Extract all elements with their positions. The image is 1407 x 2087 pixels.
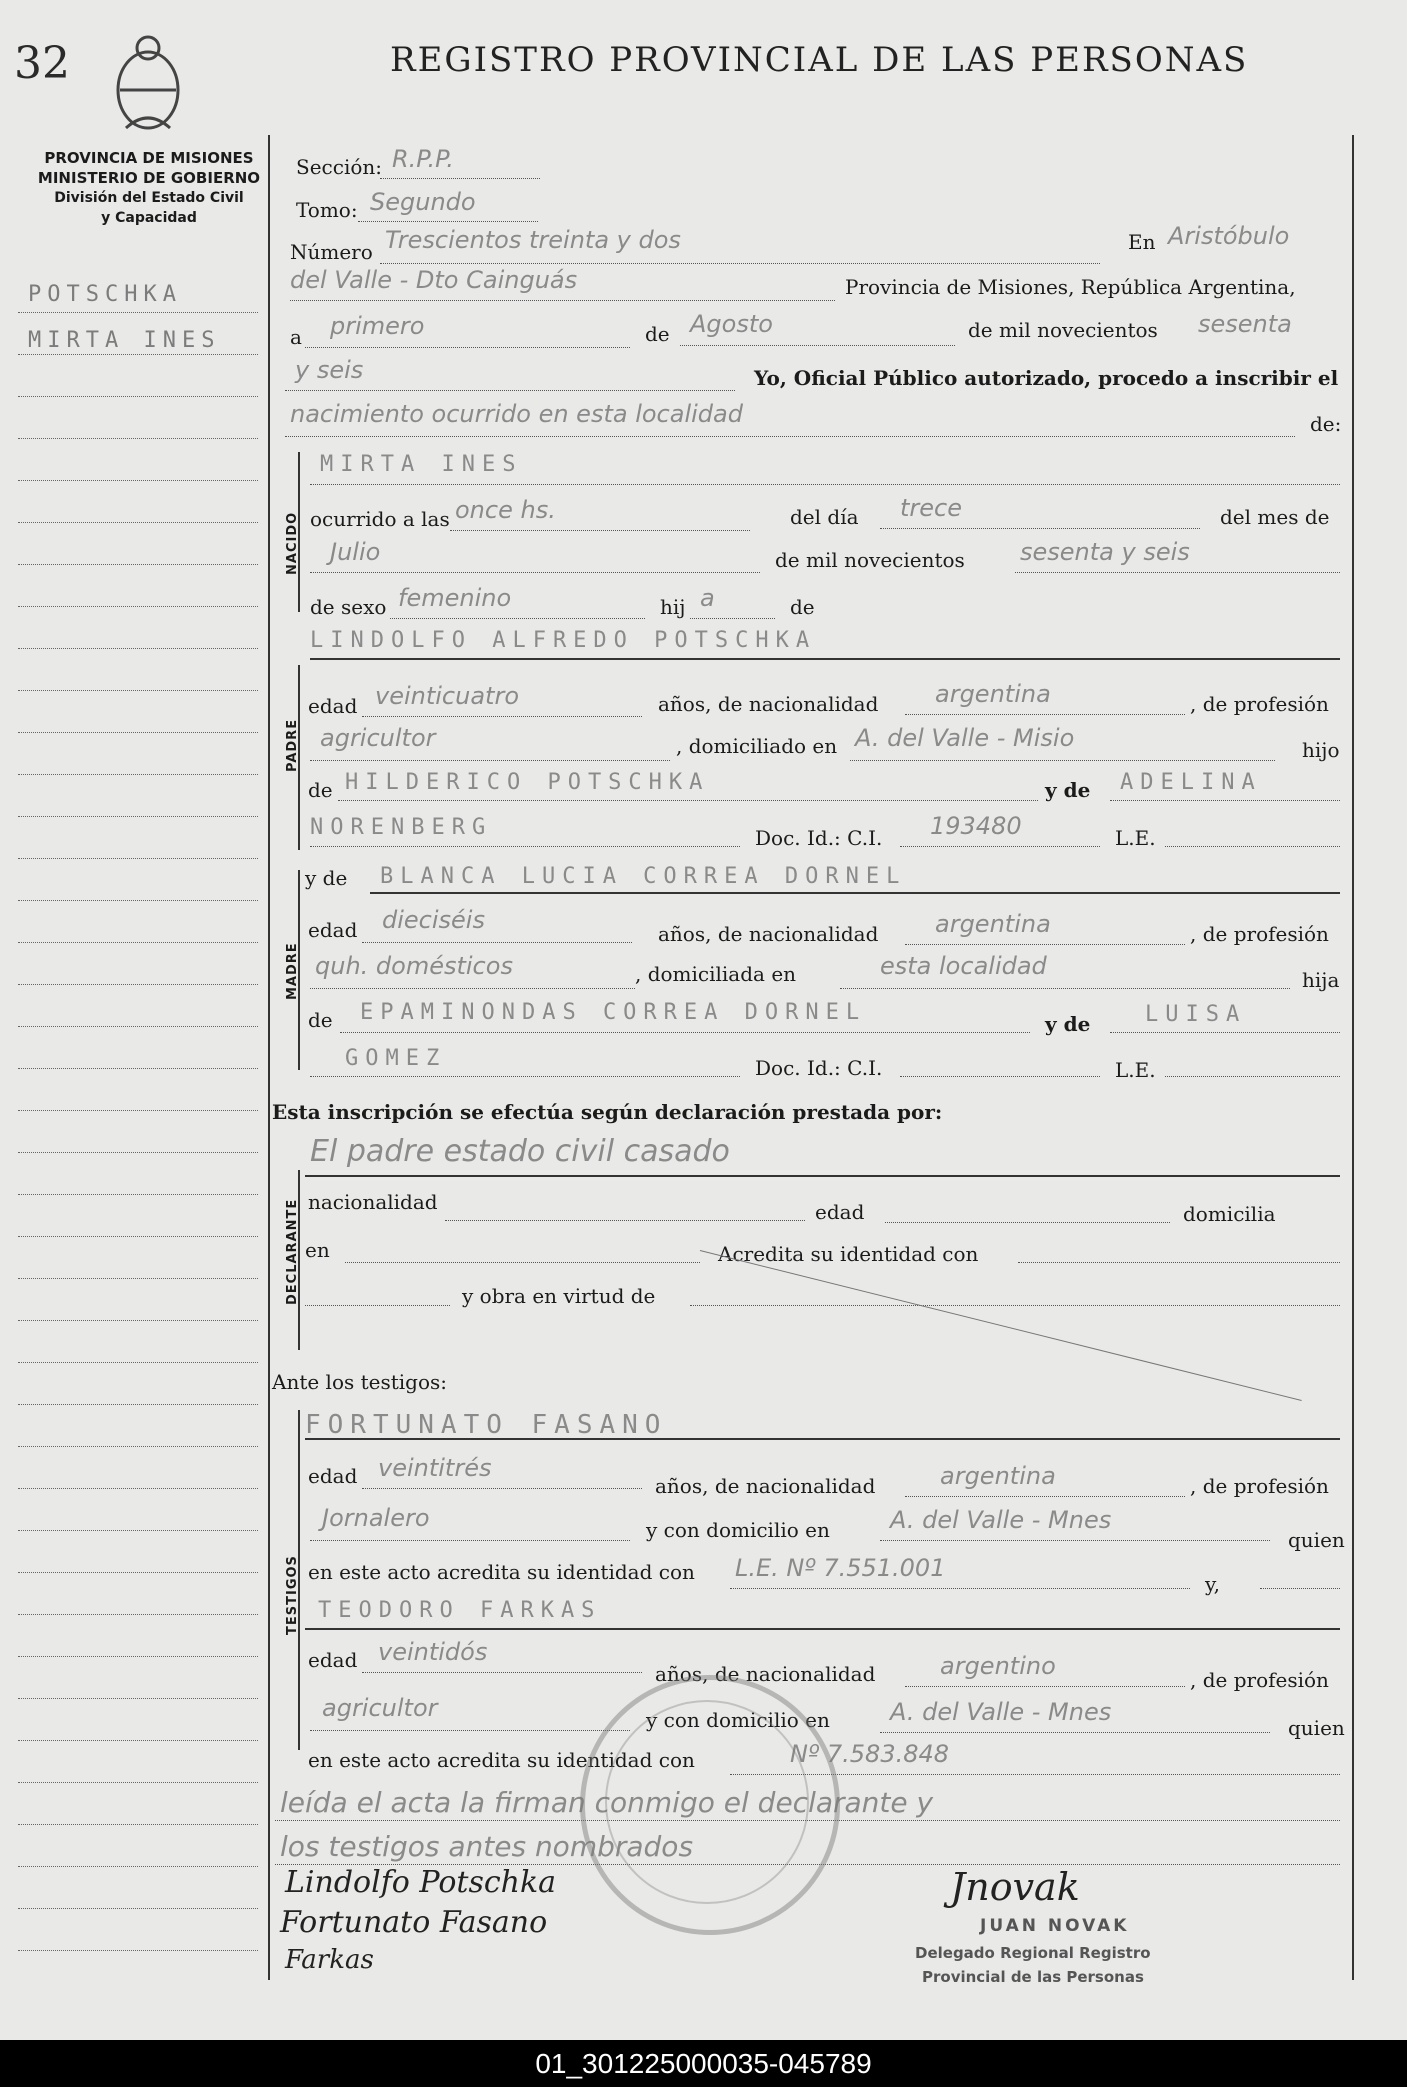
dia-line <box>305 347 630 348</box>
signature-oficial: Jnovak <box>950 1865 1080 1909</box>
padre-nac-label: años, de nacionalidad <box>658 692 879 716</box>
margin-rule-line <box>18 1740 258 1741</box>
madre-le-line <box>1165 1076 1340 1077</box>
oficial-title-2: Provincial de las Personas <box>922 1968 1144 1986</box>
cierre-text-2: los testigos antes nombrados <box>280 1830 694 1863</box>
anio-value-2: y seis <box>295 356 364 384</box>
t2-nac-line <box>905 1686 1185 1687</box>
oficial-statement: Yo, Oficial Público autorizado, procedo a inscribir el <box>754 366 1339 390</box>
signature-declarante: Lindolfo Potschka <box>285 1865 557 1900</box>
document-title: REGISTRO PROVINCIAL DE LAS PERSONAS <box>390 40 1249 80</box>
t2-dom-line <box>880 1732 1270 1733</box>
t1-acredita-label: en este acto acredita su identidad con <box>308 1560 695 1584</box>
en-label: En <box>1128 230 1156 254</box>
madre-prof-label: , de profesión <box>1190 922 1329 946</box>
declarante-text: El padre estado civil casado <box>310 1134 730 1169</box>
t1-quien-label: quien <box>1288 1528 1345 1552</box>
padre-doc-label: Doc. Id.: C.I. <box>755 826 883 850</box>
lugar-value-2: del Valle - Dto Cainguás <box>290 266 578 294</box>
padre-madre-line <box>1110 800 1340 801</box>
declarante-dom-label: domicilia <box>1183 1202 1276 1226</box>
oficial-name: JUAN NOVAK <box>980 1916 1130 1936</box>
margin-rule-line <box>18 1908 258 1909</box>
t1-doc-value: L.E. Nº 7.551.001 <box>735 1554 946 1582</box>
margin-rule-line <box>18 354 258 355</box>
padre-doc-value: 193480 <box>930 812 1022 840</box>
margin-rule-line <box>18 648 258 649</box>
de-colon-label: de: <box>1310 412 1342 436</box>
padre-madre-value-2: NORENBERG <box>310 815 493 840</box>
padre-prof-value: agricultor <box>320 724 436 752</box>
padre-hijo-label: hijo <box>1302 738 1340 762</box>
t1-y-line <box>1260 1588 1340 1589</box>
declarante-obra-line <box>690 1305 1340 1306</box>
madre-madre-line-2 <box>310 1076 740 1077</box>
t2-prof-value: agricultor <box>322 1694 438 1722</box>
section-label-testigos: TESTIGOS <box>285 1555 300 1635</box>
padre-edad-label: edad <box>308 694 358 718</box>
acto-value: nacimiento ocurrido en esta localidad <box>290 400 743 428</box>
frame-right-rule <box>1352 135 1354 1980</box>
t1-dom-label: y con domicilio en <box>646 1518 830 1542</box>
del-mes-label: del mes de <box>1220 505 1330 529</box>
margin-rule-line <box>18 690 258 691</box>
a-label: a <box>290 325 302 349</box>
margin-rule-line <box>18 942 258 943</box>
hora-line <box>450 530 750 531</box>
anio-value-1: sesenta <box>1198 310 1292 338</box>
madre-prof-value: quh. domésticos <box>315 952 513 980</box>
t1-y-label: y, <box>1205 1572 1220 1596</box>
padre-dom-label: , domiciliado en <box>676 734 838 758</box>
t1-nac-value: argentina <box>940 1462 1056 1490</box>
t1-dom-value: A. del Valle - Mnes <box>890 1506 1112 1534</box>
madre-yde-label: y de <box>305 866 348 890</box>
margin-rule-line <box>18 1866 258 1867</box>
margin-rule-line <box>18 1068 258 1069</box>
provincia-text: Provincia de Misiones, República Argentina, <box>845 275 1296 299</box>
madre-edad-label: edad <box>308 918 358 942</box>
padre-padre-value: HILDERICO POTSCHKA <box>345 770 710 795</box>
padre-dom-line <box>850 760 1275 761</box>
t2-nac-value: argentino <box>940 1652 1056 1680</box>
testigos-intro: Ante los testigos: <box>272 1370 448 1394</box>
margin-rule-line <box>18 1656 258 1657</box>
madre-name-line <box>370 892 1340 894</box>
margin-rule-line <box>18 732 258 733</box>
madre-doc-label: Doc. Id.: C.I. <box>755 1056 883 1080</box>
anio-nac-line <box>1015 572 1340 573</box>
ocurrido-label: ocurrido a las <box>310 507 450 531</box>
t2-edad-line <box>362 1672 642 1673</box>
t1-edad-value: veintitrés <box>378 1454 492 1482</box>
issuing-organization <box>24 148 274 228</box>
t2-quien-label: quien <box>1288 1716 1345 1740</box>
t2-prof-label: , de profesión <box>1190 1668 1329 1692</box>
declarante-acredita-label: Acredita su identidad con <box>718 1242 979 1266</box>
anio-line-2 <box>285 390 735 391</box>
page-number: 32 <box>14 38 70 89</box>
margin-rule-line <box>18 480 258 481</box>
declarante-intro <box>272 1100 942 1124</box>
margin-rule-line <box>18 1614 258 1615</box>
t1-edad-line <box>362 1488 642 1489</box>
official-stamp-inner <box>605 1700 809 1904</box>
margin-rule-line <box>18 1278 258 1279</box>
anio-nac-label: de mil novecientos <box>775 548 965 572</box>
margin-rule-line <box>18 984 258 985</box>
margin-rule-line <box>18 312 258 313</box>
margin-rule-line <box>18 1026 258 1027</box>
signature-testigo-2: Farkas <box>285 1945 374 1975</box>
madre-doc-line <box>900 1076 1100 1077</box>
section-label-padre: PADRE <box>285 718 300 772</box>
oficial-text <box>754 366 1338 390</box>
margin-rule-line <box>18 1236 258 1237</box>
margin-rule-line <box>18 1698 258 1699</box>
mes-value: Agosto <box>690 310 773 338</box>
margin-surname: POTSCHKA <box>28 282 182 307</box>
frame-left-rule <box>268 135 270 1980</box>
padre-yde-text: y de <box>1045 778 1091 802</box>
madre-edad-value: dieciséis <box>382 906 485 934</box>
padre-madre-value-1: ADELINA <box>1120 770 1262 795</box>
numero-value: Trescientos treinta y dos <box>385 226 681 254</box>
padre-yde-label <box>1045 778 1090 802</box>
madre-dom-value: esta localidad <box>880 952 1047 980</box>
madre-nac-value: argentina <box>935 910 1051 938</box>
org-line: PROVINCIA DE MISIONES <box>44 149 254 167</box>
de-nac-label: de <box>790 595 815 619</box>
madre-madre-value-1: LUISA <box>1145 1002 1247 1027</box>
t1-nac-label: años, de nacionalidad <box>655 1474 876 1498</box>
madre-padre-line <box>340 1032 1030 1033</box>
tomo-line <box>358 221 538 222</box>
margin-rule-line <box>18 1530 258 1531</box>
margin-rule-line <box>18 1320 258 1321</box>
padre-de-label: de <box>308 778 333 802</box>
margin-rule-line <box>18 858 258 859</box>
t2-name-line <box>305 1628 1340 1630</box>
t1-edad-label: edad <box>308 1464 358 1488</box>
t1-dom-line <box>880 1540 1270 1541</box>
padre-name-line <box>310 658 1340 660</box>
lugar-value-1: Aristóbulo <box>1168 222 1290 250</box>
margin-rule-line <box>18 1950 258 1951</box>
dia-nac-value: trece <box>900 494 963 522</box>
org-line: División del Estado Civil <box>54 190 244 206</box>
t2-nac-label: años, de nacionalidad <box>655 1662 876 1686</box>
margin-rule-line <box>18 1782 258 1783</box>
padre-padre-line <box>338 800 1038 801</box>
declarante-acredita-line <box>1018 1262 1340 1263</box>
t1-doc-line <box>730 1588 1190 1589</box>
seccion-line <box>380 178 540 179</box>
margin-rule-line <box>18 522 258 523</box>
margin-rule-line <box>18 1194 258 1195</box>
mes-line <box>680 345 955 346</box>
margin-rule-line <box>18 1362 258 1363</box>
numero-line <box>380 263 1100 264</box>
t1-name: FORTUNATO FASANO <box>305 1410 668 1440</box>
margin-rule-line <box>18 1446 258 1447</box>
cierre-text-1: leída el acta la firman conmigo el declarante y <box>280 1786 934 1819</box>
t2-doc-value: Nº 7.583.848 <box>790 1740 950 1768</box>
section-label-madre: MADRE <box>285 942 300 1000</box>
padre-nac-value: argentina <box>935 680 1051 708</box>
scan-reference-code: 01_301225000035-045789 <box>0 2040 1407 2087</box>
padre-doc-line <box>900 846 1100 847</box>
declarante-en-label: en <box>305 1238 330 1262</box>
signature-testigo-1: Fortunato Fasano <box>280 1905 548 1940</box>
margin-rule-line <box>18 606 258 607</box>
madre-yde2-text: y de <box>1045 1012 1091 1036</box>
margin-rule-line <box>18 774 258 775</box>
org-line: MINISTERIO DE GOBIERNO <box>37 169 261 187</box>
madre-padre-value: EPAMINONDAS CORREA DORNEL <box>360 1000 867 1025</box>
declarante-pre-obra-line <box>305 1305 450 1306</box>
coat-of-arms-icon <box>108 28 188 138</box>
hora-value: once hs. <box>455 496 556 524</box>
madre-dom-label: , domiciliada en <box>635 962 797 986</box>
t2-edad-value: veintidós <box>378 1638 488 1666</box>
madre-nac-label: años, de nacionalidad <box>658 922 879 946</box>
margin-rule-line <box>18 1488 258 1489</box>
margin-rule-line <box>18 1824 258 1825</box>
madre-yde2-label <box>1045 1012 1090 1036</box>
t2-edad-label: edad <box>308 1648 358 1672</box>
madre-madre-value-2: GOMEZ <box>345 1046 447 1071</box>
padre-edad-value: veinticuatro <box>375 682 519 710</box>
margin-rule-line <box>18 1572 258 1573</box>
mes-nac-line <box>310 572 760 573</box>
madre-edad-line <box>362 942 632 943</box>
madre-le-label: L.E. <box>1115 1058 1156 1082</box>
declarante-nac-label: nacionalidad <box>308 1190 438 1214</box>
anio-nac-value: sesenta y seis <box>1020 538 1190 566</box>
padre-dom-value: A. del Valle - Misio <box>855 724 1075 752</box>
hij-line <box>690 618 775 619</box>
hij-value: a <box>700 584 715 612</box>
t1-prof-value: Jornalero <box>322 1504 430 1532</box>
hij-label: hij <box>660 595 686 619</box>
t2-prof-line <box>310 1730 630 1731</box>
margin-rule-line <box>18 1404 258 1405</box>
t1-nac-line <box>905 1496 1185 1497</box>
margin-given-name: MIRTA INES <box>28 328 221 353</box>
mes-nac-value: Julio <box>330 538 381 566</box>
madre-prof-line <box>310 988 635 989</box>
t2-name: TEODORO FARKAS <box>318 1598 602 1623</box>
org-line: y Capacidad <box>101 210 197 226</box>
declarante-edad-line <box>885 1222 1170 1223</box>
declarante-obra-label: y obra en virtud de <box>462 1284 656 1308</box>
margin-rule-line <box>18 438 258 439</box>
padre-prof-label: , de profesión <box>1190 692 1329 716</box>
tomo-value: Segundo <box>370 188 476 216</box>
section-label-declarante: DECLARANTE <box>285 1198 300 1305</box>
oficial-title-1: Delegado Regional Registro <box>915 1944 1151 1962</box>
padre-name: LINDOLFO ALFREDO POTSCHKA <box>310 628 817 653</box>
nacido-name-line <box>310 484 1340 485</box>
sexo-label: de sexo <box>310 595 387 619</box>
madre-de-label: de <box>308 1008 333 1032</box>
madre-dom-line <box>840 988 1290 989</box>
de-label: de <box>645 322 670 346</box>
t1-prof-line <box>310 1540 630 1541</box>
t1-prof-label: , de profesión <box>1190 1474 1329 1498</box>
margin-rule-line <box>18 900 258 901</box>
padre-edad-line <box>362 716 642 717</box>
declarante-nac-line <box>445 1220 805 1221</box>
dia-value: primero <box>330 312 425 340</box>
madre-madre-line <box>1110 1032 1340 1033</box>
del-dia-label: del día <box>790 505 859 529</box>
t2-acredita-label: en este acto acredita su identidad con <box>308 1748 695 1772</box>
tomo-label: Tomo: <box>296 198 358 222</box>
nacido-name: MIRTA INES <box>320 452 523 477</box>
anio-label: de mil novecientos <box>968 318 1158 342</box>
padre-nac-line <box>905 714 1185 715</box>
dia-nac-line <box>880 528 1200 529</box>
margin-rule-line <box>18 396 258 397</box>
padre-prof-line <box>310 760 670 761</box>
margin-rule-line <box>18 816 258 817</box>
margin-rule-line <box>18 1152 258 1153</box>
lugar-line <box>290 300 835 301</box>
declarante-edad-label: edad <box>815 1200 865 1224</box>
seccion-label: Sección: <box>296 155 382 179</box>
t2-dom-value: A. del Valle - Mnes <box>890 1698 1112 1726</box>
madre-name: BLANCA LUCIA CORREA DORNEL <box>380 864 907 889</box>
acto-line <box>285 436 1295 437</box>
declarante-en-line <box>345 1262 700 1263</box>
margin-rule-line <box>18 1110 258 1111</box>
margin-rule-line <box>18 564 258 565</box>
numero-label: Número <box>290 240 373 264</box>
madre-nac-line <box>905 944 1185 945</box>
section-label-nacido: NACIDO <box>285 511 300 575</box>
seccion-value: R.P.P. <box>392 145 454 173</box>
sexo-line <box>390 618 645 619</box>
declarante-text-line <box>305 1175 1340 1177</box>
t2-dom-label: y con domicilio en <box>646 1708 830 1732</box>
sexo-value: femenino <box>398 584 512 612</box>
declarante-intro-text: Esta inscripción se efectúa según declaración prestada por: <box>272 1100 943 1124</box>
madre-hija-label: hija <box>1302 968 1340 992</box>
padre-le-label: L.E. <box>1115 826 1156 850</box>
padre-madre-line-2 <box>310 846 740 847</box>
padre-le-line <box>1165 846 1340 847</box>
